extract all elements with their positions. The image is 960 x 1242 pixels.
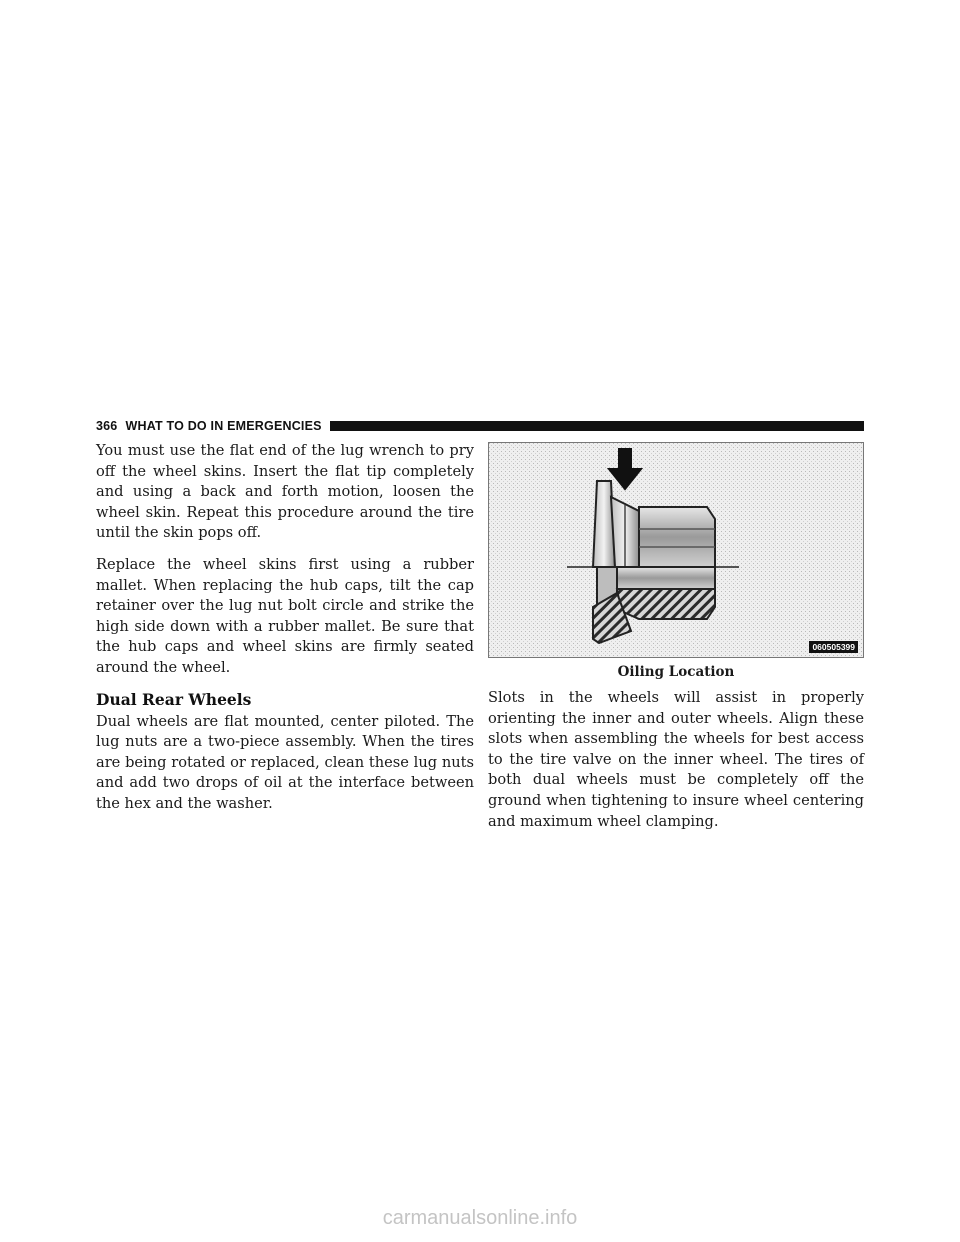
- paragraph-wheel-skin-removal: You must use the flat end of the lug wrench to pry off the wheel skins. Insert the flat tip completely and using a back and forth motion, loosen the wheel skin. Repeat this procedure around the tire until the skin pops off.: [96, 442, 474, 542]
- paragraph-wheel-skin-replacement: Replace the wheel skins first using a rubber mallet. When replacing the hub caps, tilt the cap retainer over the lug nut bolt circle and strike the high side down with a rubber mallet. Be sure that the hub caps and wheel skins are firmly seated around the wheel.: [96, 555, 474, 676]
- left-column: [96, 441, 474, 826]
- watermark: carmanualsonline.info: [382, 1207, 578, 1229]
- lug-nut-diagram: [489, 443, 863, 657]
- page-header: [96, 419, 864, 433]
- figure-code: 060505399: [809, 641, 858, 653]
- paragraph-slots-alignment: Slots in the wheels will assist in properly orienting the inner and outer wheels. Align these slots when assembling the wheels for best access to the tire valve on the inner wheel. The tires of both dual wheels must be completely off the ground when tightening to insure wheel centering and maximum wheel clamping.: [488, 689, 864, 830]
- figure-caption: Oiling Location: [617, 664, 735, 680]
- section-title: WHAT TO DO IN EMERGENCIES: [125, 419, 322, 433]
- subheading-dual-rear-wheels: Dual Rear Wheels: [96, 689, 252, 709]
- nut-bore-lower: [617, 567, 715, 589]
- nut-section-hatched: [617, 589, 715, 619]
- page-number: 366: [96, 419, 118, 433]
- header-rule: [330, 421, 864, 431]
- oiling-location-illustration: [488, 442, 864, 658]
- paragraph-dual-wheels: Dual wheels are flat mounted, center piloted. The lug nuts are a two-piece assembly. When the tires are being rotated or replaced, clean these lug nuts and add two drops of oil at the interface between the hex and the washer.: [96, 712, 474, 812]
- hex-body-upper: [639, 507, 715, 567]
- right-column: [488, 442, 864, 843]
